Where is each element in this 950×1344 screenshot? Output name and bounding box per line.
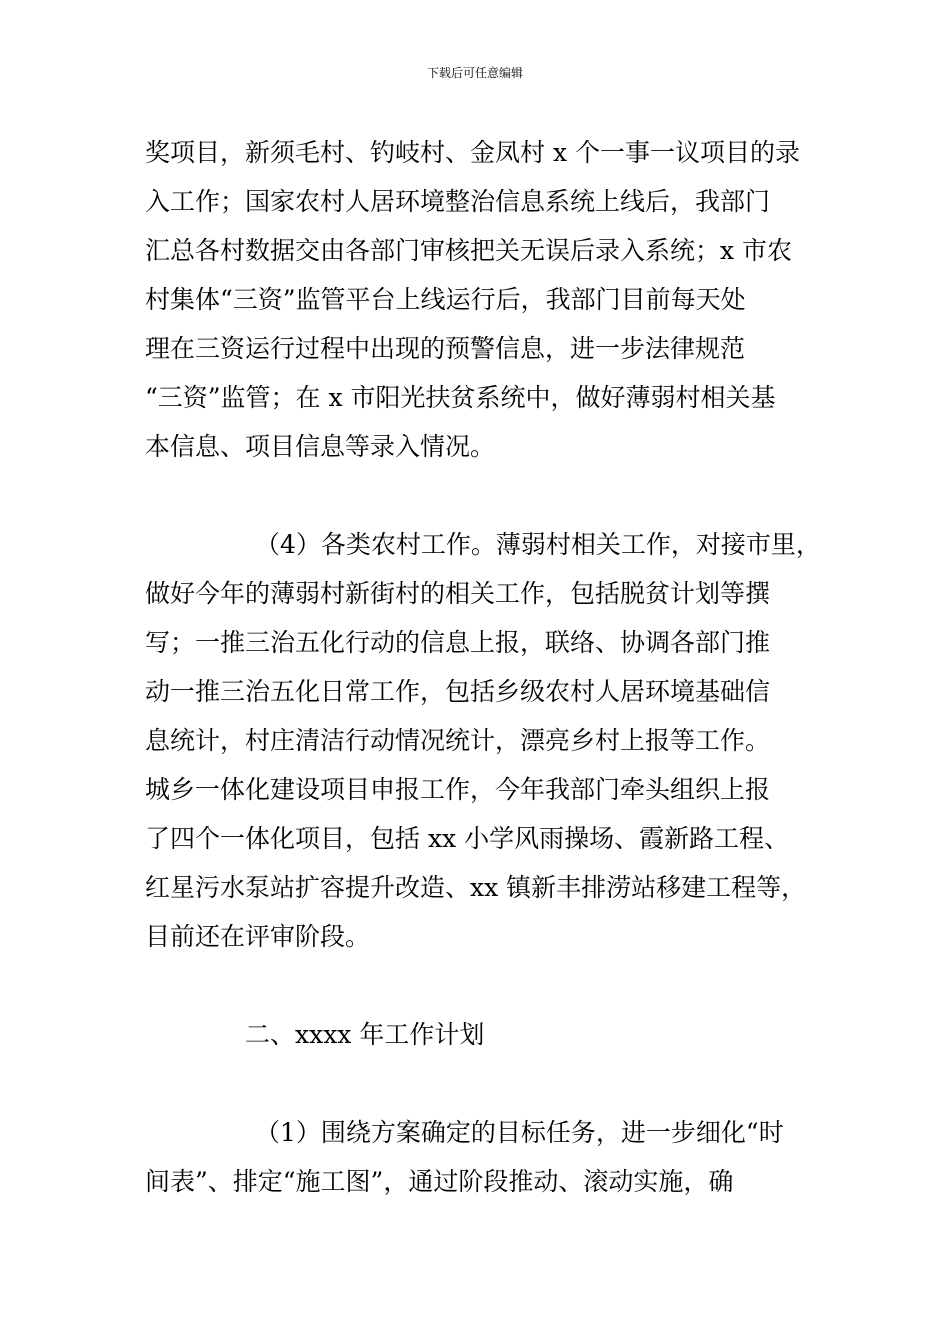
text-line: “三资”监管；在 x 市阳光扶贫系统中，做好薄弱村相关基 [145,383,776,412]
text-line: 了四个一体化项目，包括 xx 小学风雨操场、霞新路工程、 [145,824,790,853]
paragraph-1 [145,128,825,471]
paragraph-spacer [145,471,825,520]
text-line: 奖项目，新须毛村、钓岐村、金凤村 x 个一事一议项目的录 [145,138,800,167]
text-line: 动一推三治五化日常工作，包括乡级农村人居环境基础信 [145,677,771,706]
paragraph-spacer [145,961,825,1010]
paragraph-spacer [145,1059,825,1108]
text-line: 做好今年的薄弱村新街村的相关工作，包括脱贫计划等撰 [145,579,771,608]
text-line: （1）围绕方案确定的目标任务，进一步细化“时 [255,1118,784,1147]
paragraph-2 [145,520,825,961]
text-line: 目前还在评审阶段。 [145,922,371,951]
page-header: 下载后可任意编辑 [426,66,523,80]
text-line: （4）各类农村工作。薄弱村相关工作，对接市里， [255,530,821,559]
text-line: 入工作；国家农村人居环境整治信息系统上线后，我部门 [145,187,771,216]
paragraph-3 [145,1108,825,1206]
text-line: 红星污水泵站扩容提升改造、xx 镇新丰排涝站移建工程等， [145,873,807,902]
document-body [145,128,825,1206]
text-line: 息统计，村庄清洁行动情况统计，漂亮乡村上报等工作。 [145,726,771,755]
section-heading: 二、xxxx 年工作计划 [245,1020,485,1049]
text-line: 理在三资运行过程中出现的预警信息，进一步法律规范 [145,334,746,363]
text-line: 写；一推三治五化行动的信息上报，联络、协调各部门推 [145,628,771,657]
text-line: 村集体“三资”监管平台上线运行后，我部门目前每天处 [145,285,746,314]
text-line: 城乡一体化建设项目申报工作，今年我部门牵头组织上报 [145,775,771,804]
text-line: 间表”、排定“施工图”，通过阶段推动、滚动实施，确 [145,1167,734,1196]
text-line: 本信息、项目信息等录入情况。 [145,432,496,461]
text-line: 汇总各村数据交由各部门审核把关无误后录入系统；x 市农 [145,236,793,265]
